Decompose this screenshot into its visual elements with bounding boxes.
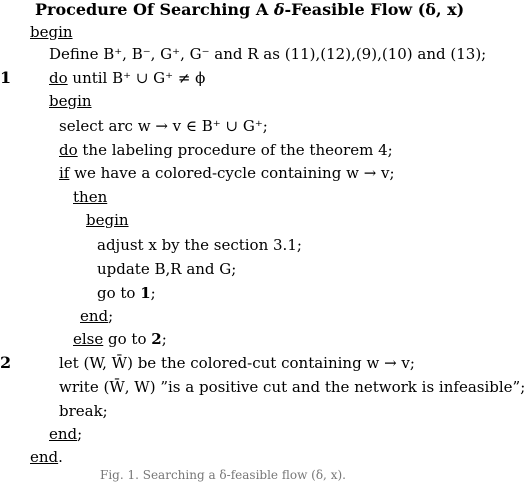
then-keyword: then <box>73 188 108 206</box>
begin-line-1 <box>30 22 73 42</box>
else-end: ; <box>161 330 167 348</box>
let-line <box>59 353 415 373</box>
end-keyword: end <box>80 307 109 325</box>
select-line <box>59 116 268 136</box>
define-text: Define B⁺, B⁻, G⁺, G⁻ and R as (11),(12),(9),(10) and (13); <box>49 45 487 63</box>
begin-line-3 <box>86 210 129 230</box>
break-text: break; <box>59 402 108 420</box>
procedure-title <box>35 0 464 19</box>
goto-text: go to <box>97 284 141 302</box>
select-text: select arc w → v ∈ B⁺ ∪ G⁺; <box>59 117 268 135</box>
end-keyword: end <box>30 448 59 466</box>
update-line <box>97 259 236 279</box>
adjust-line <box>97 235 302 255</box>
begin-keyword: begin <box>86 211 129 229</box>
do-keyword: do <box>49 69 68 87</box>
else-text: go to <box>103 330 152 348</box>
update-text: update B,R and G; <box>97 260 237 278</box>
end-line-2 <box>49 424 82 444</box>
break-line <box>59 401 108 421</box>
end-punct: ; <box>77 425 83 443</box>
else-keyword: else <box>73 330 104 348</box>
adjust-text: adjust x by the section 3.1; <box>97 236 302 254</box>
goto-target-1: 1 <box>140 284 151 302</box>
write-line <box>59 377 525 397</box>
begin-keyword: begin <box>49 92 92 110</box>
goto-end: ; <box>150 284 156 302</box>
end-line-1 <box>80 306 113 326</box>
title-suffix: -Feasible Flow (δ, x) <box>284 0 465 19</box>
end-punct: ; <box>108 307 114 325</box>
let-text: let (W, W̄) be the colored-cut containing w → v; <box>59 354 415 372</box>
title-prefix: Procedure Of Searching A <box>35 0 274 19</box>
line-number-2: 2 <box>0 353 12 372</box>
if-text: we have a colored-cycle containing w → v; <box>69 164 395 182</box>
write-text: write (W̄, W) ”is a positive cut and the network is infeasible”; <box>59 378 525 396</box>
do-until-line <box>49 68 205 88</box>
else-line <box>73 329 167 349</box>
goto-1-line <box>97 283 156 303</box>
if-line <box>59 163 395 183</box>
if-keyword: if <box>59 164 70 182</box>
figure-caption: Fig. 1. Searching a δ-feasible flow (δ, x). <box>100 468 346 482</box>
begin-line-2 <box>49 91 92 111</box>
define-line <box>49 44 486 64</box>
labeling-text: the labeling procedure of the theorem 4; <box>77 141 393 159</box>
end-line-3 <box>30 447 63 467</box>
line-number-1: 1 <box>0 68 12 87</box>
then-line <box>73 187 107 207</box>
end-keyword: end <box>49 425 78 443</box>
goto-target-2: 2 <box>151 330 162 348</box>
do-until-text: until B⁺ ∪ G⁺ ≠ ϕ <box>67 69 206 87</box>
begin-keyword: begin <box>30 23 73 41</box>
labeling-line <box>59 140 393 160</box>
do-keyword: do <box>59 141 78 159</box>
end-punct: . <box>58 448 63 466</box>
title-delta: δ <box>273 0 285 19</box>
